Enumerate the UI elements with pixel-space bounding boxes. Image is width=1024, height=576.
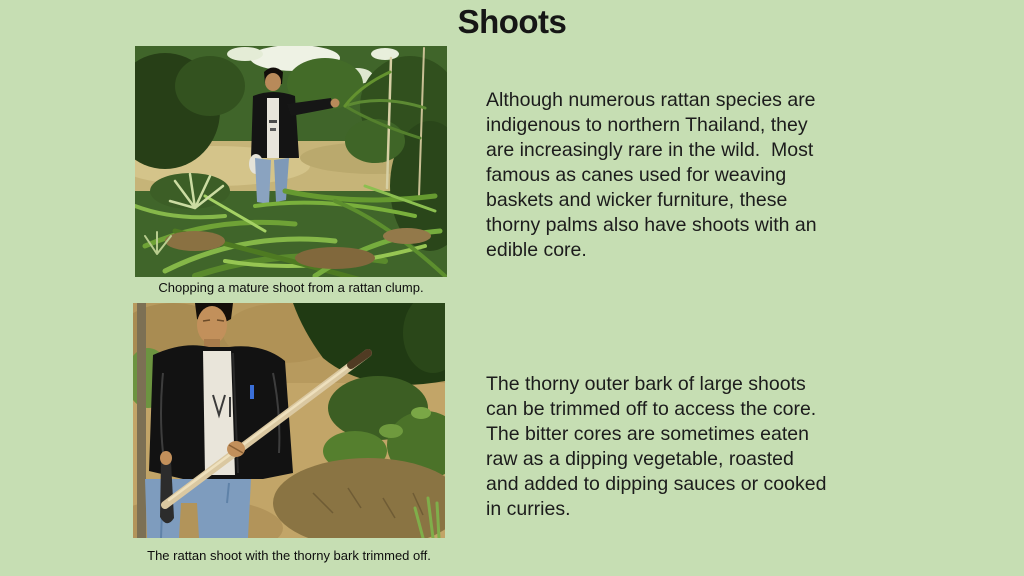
photo2-tree-trunk — [137, 303, 146, 538]
photo-trimmed-shoot-illustration — [133, 303, 445, 538]
figure-chopping-rattan — [135, 46, 447, 277]
photo-caption-chopping: Chopping a mature shoot from a rattan clump. — [158, 280, 424, 295]
photo2-gripping-hand — [227, 441, 245, 457]
figure-trimmed-shoot — [133, 303, 445, 538]
slide-title: Shoots — [457, 3, 567, 40]
body-paragraph-core-uses: The thorny outer bark of large shoots can be trimmed off to access the core. The bitter cores are sometimes eaten raw as a dipping vegetable, roasted and added to dipping sauces or cooked in curries. — [486, 373, 827, 520]
body-paragraph-rattan-intro: Although numerous rattan species are indigenous to northern Thailand, they are increasingly rare in the wild. Most famous as canes used for weaving baskets and wicker furniture, these thorny palms also have shoots with an edible core. — [486, 89, 817, 261]
photo-caption-trimmed: The rattan shoot with the thorny bark trimmed off. — [147, 548, 431, 563]
photo-chopping-rattan-illustration — [135, 46, 447, 277]
